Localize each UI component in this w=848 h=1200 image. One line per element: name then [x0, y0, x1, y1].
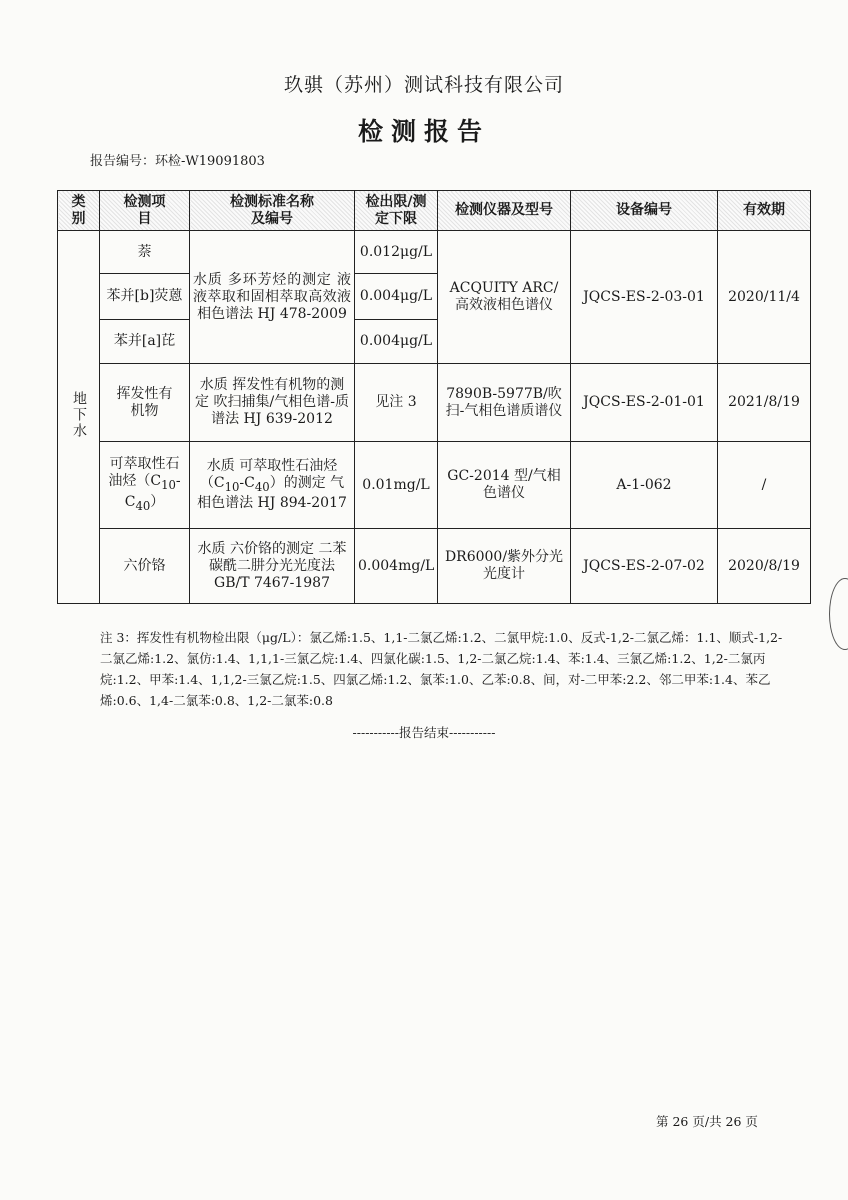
- item-cell: 六价铬: [100, 529, 190, 604]
- valid-cell: 2020/8/19: [718, 529, 811, 604]
- header-valid: 有效期: [718, 191, 811, 231]
- test-report-table: [57, 190, 811, 604]
- header-limit: 检出限/测定下限: [355, 191, 438, 231]
- device-cell: JQCS-ES-2-03-01: [571, 231, 718, 364]
- standard-cell: 水质 挥发性有机物的测定 吹扫捕集/气相色谱-质谱法 HJ 639-2012: [190, 364, 355, 442]
- note-3: 注 3：挥发性有机物检出限（μg/L）：氯乙烯:1.5、1,1-二氯乙烯:1.2、二氯甲烷:1.0、反式-1,2-二氯乙烯：1.1、顺式-1,2-二氯乙烯:1.2、氯仿:1.4、1,1,1-三氯乙烷:1.4、四氯化碳:1.5、1,2-二氯乙烷:1.4、苯:1.4、三氯乙烯:1.2、1,2-二氯丙烷:1.2、甲苯:1.4、1,1,2-三氯乙烷:1.5、四氯乙烯:1.2、氯苯:1.0、乙苯:0.8、间，对-二甲苯:2.2、邻二甲苯:1.4、苯乙烯:0.6、1,4-二氯苯:0.8、1,2-二氯苯:0.8: [100, 630, 783, 708]
- standard-cell: 水质 六价铬的测定 二苯碳酰二肼分光光度法 GB/T 7467-1987: [190, 529, 355, 604]
- limit-cell: 0.01mg/L: [355, 442, 438, 529]
- limit-cell: 0.012μg/L: [355, 231, 438, 274]
- item-cell: 苯并[a]芘: [100, 320, 190, 364]
- instrument-cell: ACQUITY ARC/高效液相色谱仪: [438, 231, 571, 364]
- device-cell: JQCS-ES-2-01-01: [571, 364, 718, 442]
- device-cell: A-1-062: [571, 442, 718, 529]
- header-item: 检测项目: [100, 191, 190, 231]
- header-category: 类别: [58, 191, 100, 231]
- category-cell: [58, 231, 100, 604]
- table-header-row: [58, 191, 811, 231]
- limit-cell: 0.004μg/L: [355, 320, 438, 364]
- binding-hole-mark: [829, 578, 848, 650]
- item-cell: 苯并[b]荧蒽: [100, 274, 190, 320]
- report-end-mark: -----------报告结束-----------: [352, 725, 496, 740]
- valid-cell: /: [718, 442, 811, 529]
- table-row: [58, 231, 811, 274]
- page-number: 第 26 页/共 26 页: [656, 1114, 758, 1129]
- table-row: [58, 442, 811, 529]
- table-row: [58, 529, 811, 604]
- instrument-cell: GC-2014 型/气相色谱仪: [438, 442, 571, 529]
- item-cell: 可萃取性石油烃$(C_{10}-C_{40})$: [100, 442, 190, 529]
- limit-cell: 见注 3: [355, 364, 438, 442]
- limit-cell: 0.004μg/L: [355, 274, 438, 320]
- report-number: 报告编号：环检-W19091803: [90, 154, 265, 169]
- header-device: 设备编号: [571, 191, 718, 231]
- header-standard: 检测标准名称及编号: [190, 191, 355, 231]
- item-cell: 萘: [100, 231, 190, 274]
- valid-cell: 2021/8/19: [718, 364, 811, 442]
- instrument-cell: 7890B-5977B/吹扫-气相色谱质谱仪: [438, 364, 571, 442]
- item-cell: 挥发性有机物: [100, 364, 190, 442]
- device-cell: JQCS-ES-2-07-02: [571, 529, 718, 604]
- limit-cell: 0.004mg/L: [355, 529, 438, 604]
- standard-cell: 水质 多环芳烃的测定 液液萃取和固相萃取高效液相色谱法 HJ 478-2009: [190, 231, 355, 364]
- standard-cell: 水质 可萃取性石油烃$(C_{10}-C_{40})$的测定 气相色谱法 HJ 894-2017: [190, 442, 355, 529]
- header-instrument: 检测仪器及型号: [438, 191, 571, 231]
- report-title: 检测报告: [357, 117, 490, 146]
- category-label: 地下水: [71, 390, 87, 439]
- instrument-cell: DR6000/紫外分光光度计: [438, 529, 571, 604]
- company-name: 玖骐（苏州）测试科技有限公司: [283, 74, 564, 96]
- table-row: [58, 364, 811, 442]
- valid-cell: 2020/11/4: [718, 231, 811, 364]
